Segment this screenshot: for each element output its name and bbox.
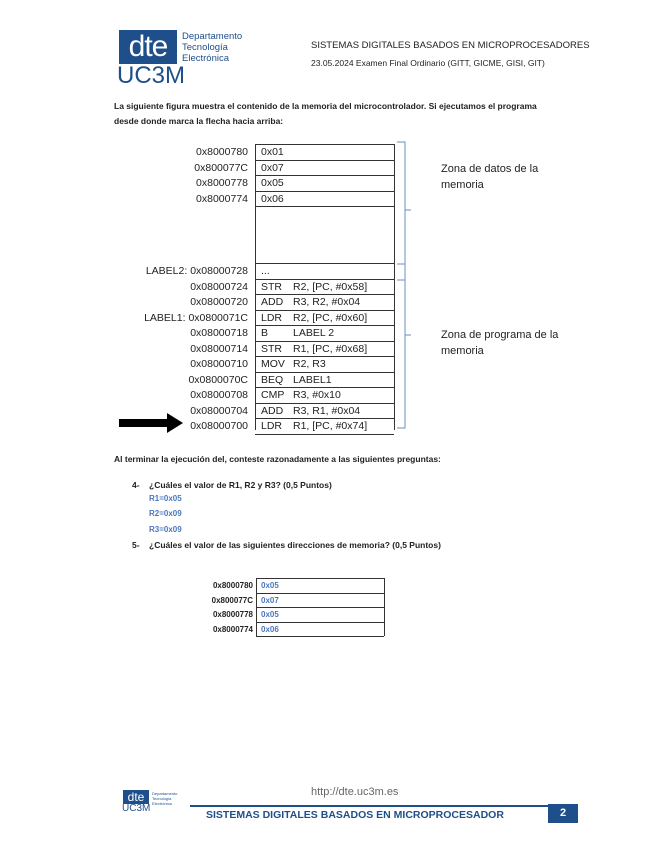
q4-text: ¿Cuáles el valor de R1, R2 y R3? (0,5 Puntos) xyxy=(149,480,332,490)
data-zone-label: Zona de datos de la memoria xyxy=(441,163,539,191)
memory-row-divider xyxy=(255,356,394,357)
answer-table-row-divider xyxy=(256,636,384,637)
instruction-operands: R2, [PC, #0x60] xyxy=(293,311,368,324)
memory-address: 0x8000780 xyxy=(196,146,248,158)
memory-row-divider xyxy=(255,434,394,435)
answer-table-address: 0x800077C xyxy=(211,595,253,605)
memory-address: 0x8000778 xyxy=(196,177,248,189)
answer-table-address: 0x8000774 xyxy=(212,624,253,634)
footer-dept-line-3: Electrónica xyxy=(152,801,172,806)
answer-table-row-divider xyxy=(256,593,384,594)
answer-table-value: 0x05 xyxy=(261,610,279,619)
footer-dept-line-2: Tecnología xyxy=(152,796,172,801)
memory-row-divider xyxy=(255,206,394,207)
instruction-opcode: BEQ xyxy=(261,373,284,386)
memory-row-divider xyxy=(255,294,394,295)
instruction-operands: R1, [PC, #0x68] xyxy=(293,342,368,355)
footer-dte-logo-text: dte xyxy=(127,790,145,804)
footer-title: SISTEMAS DIGITALES BASADOS EN MICROPROCESADOR xyxy=(206,809,504,821)
program-address: 0x08000724 xyxy=(190,280,248,293)
instruction-operands: R3, R2, #0x04 xyxy=(293,296,361,308)
instruction-operands: R2, [PC, #0x58] xyxy=(293,280,368,293)
memory-value: 0x07 xyxy=(261,161,284,174)
instruction-opcode: ADD xyxy=(261,404,284,417)
memory-row-divider xyxy=(255,144,394,145)
answer-table-right-edge xyxy=(384,578,385,636)
program-address: 0x0800070C xyxy=(188,373,248,386)
arrow-shaft xyxy=(119,419,169,427)
department-name xyxy=(182,31,272,64)
instruction-operands: LABEL 2 xyxy=(293,327,335,339)
memory-row-divider xyxy=(255,341,394,342)
answer-table-value: 0x05 xyxy=(261,581,279,590)
instruction-opcode: LDR xyxy=(261,311,283,324)
q4-number: 4- xyxy=(132,480,140,490)
program-address: 0x08000714 xyxy=(190,342,248,355)
arrow-head-icon xyxy=(167,413,183,433)
program-address: LABEL2: 0x08000728 xyxy=(145,265,248,277)
memory-row-divider xyxy=(255,310,394,311)
zone-brackets xyxy=(395,140,425,435)
instruction-opcode: STR xyxy=(261,280,282,293)
memory-row-divider xyxy=(255,279,394,280)
instruction-operands: LABEL1 xyxy=(293,373,332,386)
footer-department-name xyxy=(152,791,182,806)
memory-address: 0x800077C xyxy=(194,161,248,174)
footer-rule xyxy=(190,805,578,807)
footer-dept-line-1: Departamento xyxy=(152,791,178,796)
instruction-operands: R2, R3 xyxy=(293,358,326,370)
program-address: LABEL1: 0x0800071C xyxy=(144,311,248,324)
program-zone-label: Zona de programa de la memoria xyxy=(441,329,559,357)
memory-row-divider xyxy=(255,418,394,419)
questions-intro: Al terminar la ejecución del, conteste razonadamente a las siguientes preguntas: xyxy=(114,454,441,464)
program-address: 0x08000710 xyxy=(190,358,248,370)
header-title: SISTEMAS DIGITALES BASADOS EN MICROPROCESADORES xyxy=(311,40,590,51)
dept-line-1: Departamento xyxy=(182,31,243,42)
memory-row-divider xyxy=(255,387,394,388)
header-subtitle: 23.05.2024 Examen Final Ordinario (GITT, GICME, GISI, GIT) xyxy=(311,58,545,68)
program-address: 0x08000700 xyxy=(190,420,248,432)
answer-table-address: 0x8000778 xyxy=(212,610,253,619)
answer-table-value: 0x06 xyxy=(261,624,279,634)
memory-row-divider xyxy=(255,325,394,326)
answer-table-row-divider xyxy=(256,622,384,623)
answer-table-row-divider xyxy=(256,578,384,579)
instruction-opcode: B xyxy=(261,327,269,339)
q5-text: ¿Cuáles el valor de las siguientes direcciones de memoria? (0,5 Puntos) xyxy=(149,540,441,550)
memory-address: 0x8000774 xyxy=(196,192,248,205)
memory-row-divider xyxy=(255,175,394,176)
program-zone-bracket xyxy=(397,264,411,428)
answer-table-row-divider xyxy=(256,607,384,608)
memory-row-divider xyxy=(255,191,394,192)
instruction-opcode: LDR xyxy=(261,420,283,432)
uc3m-logo-text: UC3M xyxy=(117,62,186,89)
footer-uc3m-logo-text: UC3M xyxy=(122,803,151,814)
memory-value: 0x05 xyxy=(261,177,284,189)
dte-logo-text: dte xyxy=(128,30,168,63)
memory-row-divider xyxy=(255,403,394,404)
program-address: 0x08000720 xyxy=(190,296,248,308)
answer-table-address: 0x8000780 xyxy=(212,581,253,590)
instruction-opcode: ... xyxy=(261,265,270,277)
memory-row-divider xyxy=(255,160,394,161)
intro-text: La siguiente figura muestra el contenido de la memoria del microcontrolador. Si ejecutamos el programa desde donde marca la flecha hacia arriba: xyxy=(114,101,537,126)
q4-answer-r2: R2=0x09 xyxy=(149,509,182,518)
q5-number: 5- xyxy=(132,540,140,550)
data-zone-bracket xyxy=(397,142,411,280)
instruction-opcode: STR xyxy=(261,342,282,355)
memory-row-divider xyxy=(255,263,394,264)
memory-value: 0x01 xyxy=(261,146,284,158)
instruction-operands: R1, [PC, #0x74] xyxy=(293,420,368,432)
footer-url[interactable]: http://dte.uc3m.es xyxy=(311,786,399,798)
instruction-operands: R3, #0x10 xyxy=(293,389,341,401)
program-address: 0x08000718 xyxy=(190,327,248,339)
instruction-operands: R3, R1, #0x04 xyxy=(293,404,361,417)
q4-answer-r3: R3=0x09 xyxy=(149,525,182,534)
dept-line-2: Tecnología xyxy=(182,42,228,53)
dept-line-3: Electrónica xyxy=(182,53,229,64)
q4-answer-r1: R1=0x05 xyxy=(149,494,182,503)
program-address: 0x08000704 xyxy=(190,404,248,417)
answer-table-value: 0x07 xyxy=(261,595,279,605)
memory-value: 0x06 xyxy=(261,192,284,205)
program-address: 0x08000708 xyxy=(190,389,248,401)
instruction-opcode: ADD xyxy=(261,296,284,308)
page-number: 2 xyxy=(548,804,578,823)
memory-row-divider xyxy=(255,372,394,373)
instruction-opcode: CMP xyxy=(261,389,285,401)
instruction-opcode: MOV xyxy=(261,358,285,370)
